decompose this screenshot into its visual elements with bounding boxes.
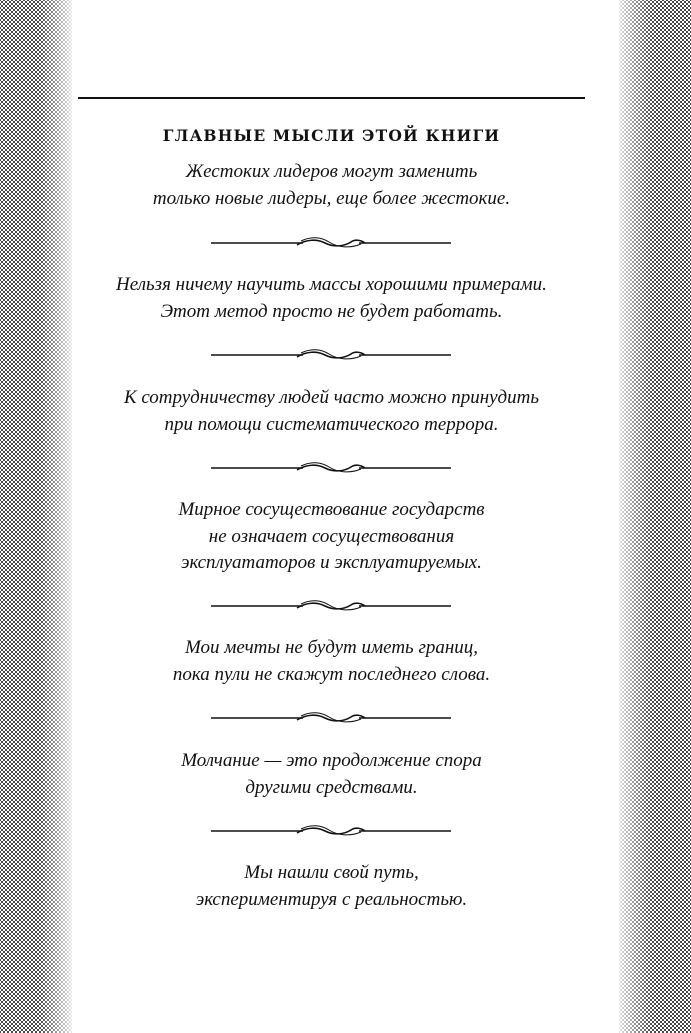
quote-line: Мои мечты не будут иметь границ, xyxy=(184,637,479,658)
quote-1 xyxy=(78,159,585,212)
quote-line: не означает сосуществования xyxy=(208,525,455,547)
flourish-divider-icon xyxy=(211,348,451,362)
quote-6 xyxy=(78,748,585,801)
quote-3 xyxy=(78,385,585,438)
top-rule xyxy=(78,97,585,99)
flourish-divider-icon xyxy=(211,236,451,250)
flourish-divider-icon xyxy=(211,461,451,475)
right-halftone-margin xyxy=(619,0,691,1033)
flourish-divider-icon xyxy=(211,711,451,725)
quote-2 xyxy=(78,272,585,325)
quote-line: Молчание — это продолжение спора xyxy=(181,750,482,771)
quote-line: пока пули не скажут последнего слова. xyxy=(172,663,491,685)
left-halftone-margin xyxy=(0,0,72,1033)
quote-line: Мирное сосуществование государств xyxy=(178,499,485,520)
quote-line: другими средствами. xyxy=(245,776,418,798)
page-title: ГЛАВНЫЕ МЫСЛИ ЭТОЙ КНИГИ xyxy=(162,126,501,145)
quote-line: Жестоких лидеров могут заменить xyxy=(185,161,478,182)
quote-line: Этот метод просто не будет работать. xyxy=(160,300,503,322)
quote-line: экспериментируя с реальностью. xyxy=(195,888,468,910)
flourish-divider-icon xyxy=(211,599,451,613)
quote-7 xyxy=(78,860,585,913)
flourish-divider-icon xyxy=(211,824,451,838)
quote-line: К сотрудничеству людей часто можно принудить xyxy=(123,387,539,408)
quote-5 xyxy=(78,635,585,688)
quote-line: эксплуататоров и эксплуатируемых. xyxy=(181,552,482,573)
quote-4 xyxy=(78,497,585,577)
quote-line: Нельзя ничему научить массы хорошими примерами. xyxy=(116,274,547,295)
quote-line: при помощи систематического террора. xyxy=(164,413,499,435)
quote-line: только новые лидеры, еще более жестокие. xyxy=(152,187,511,209)
quote-line: Мы нашли свой путь, xyxy=(244,862,419,883)
